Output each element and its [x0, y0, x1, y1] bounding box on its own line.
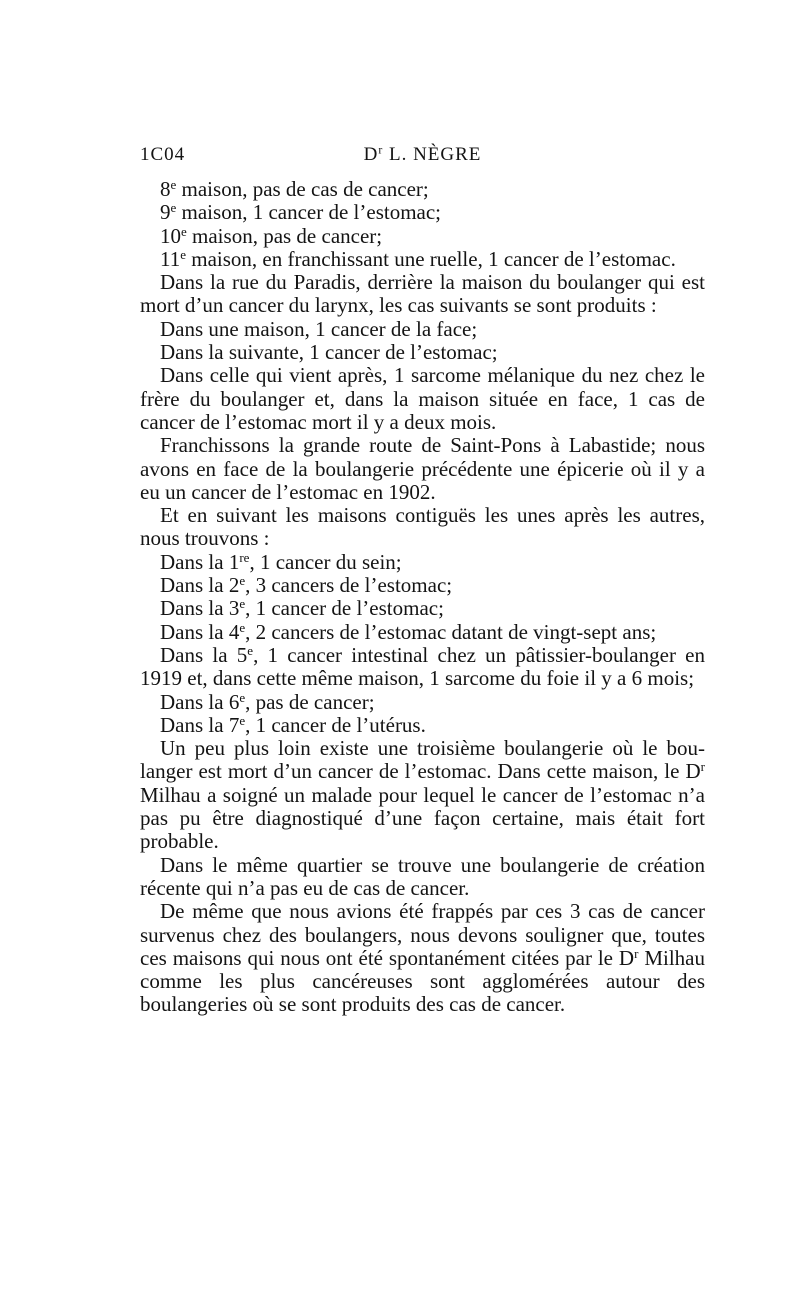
paragraph-text: , 1 cancer de l’utérus.	[245, 712, 426, 737]
body-text	[140, 178, 705, 1017]
superscript-text: e	[170, 176, 177, 192]
superscript-text: e	[239, 572, 246, 588]
paragraph	[140, 900, 705, 1016]
paragraph-text: 11	[160, 246, 181, 271]
paragraph-text: Dans la 6	[160, 689, 240, 714]
superscript-text: re	[239, 549, 250, 565]
paragraph-text: De même que nous avions été frappés par ces 3 cas de cancer survenus chez des boulangers, nous devons souligner que, toutes ces maisons qui nous ont été spontanément citées par le D	[140, 899, 705, 970]
paragraph-text: Dans la 3	[160, 596, 240, 621]
paragraph	[140, 574, 705, 597]
superscript-text: e	[239, 619, 246, 635]
running-title	[140, 144, 705, 166]
paragraph-text: , 2 cancers de l’estomac datant de vingt-sept ans;	[245, 619, 657, 644]
superscript-text: e	[181, 223, 187, 239]
superscript-text: r	[700, 759, 705, 775]
paragraph	[140, 434, 705, 504]
running-head	[140, 140, 705, 174]
paragraph	[140, 318, 705, 341]
paragraph-text: Franchissons la grande route de Saint-Pons à Labastide; nous avons en face de la boulangerie précédente une épicerie où il y a eu un cancer de l’estomac en 1902.	[140, 433, 705, 504]
paragraph-text: maison, 1 cancer de l’estomac;	[176, 200, 442, 225]
paragraph-text: Milhau comme les plus cancéreuses sont agglomérées autour des boulangeries où se sont produits des cas de cancer.	[140, 945, 705, 1017]
paragraph	[140, 225, 705, 248]
paragraph	[140, 854, 705, 901]
superscript-text: e	[180, 246, 187, 262]
paragraph-text: , 1 cancer de l’estomac;	[245, 596, 444, 621]
paragraph	[140, 737, 705, 853]
superscript-text: e	[239, 596, 246, 612]
running-title-prefix: D	[363, 144, 379, 165]
paragraph	[140, 504, 705, 551]
paragraph-text: Dans une maison, 1 cancer de la face;	[160, 316, 478, 341]
paragraph	[140, 248, 705, 271]
paragraph-text: , 1 cancer du sein;	[249, 549, 402, 574]
paragraph-text: Dans la 7	[160, 712, 240, 737]
paragraph-text: , pas de cancer;	[245, 689, 375, 714]
document-page	[140, 140, 705, 1017]
superscript-text: e	[239, 712, 246, 728]
superscript-text: r	[634, 945, 639, 961]
paragraph	[140, 341, 705, 364]
paragraph-text: 9	[160, 200, 171, 225]
paragraph-text: Dans la 5	[160, 642, 248, 667]
superscript-text: e	[170, 200, 177, 216]
paragraph	[140, 271, 705, 318]
superscript-text: e	[247, 642, 254, 658]
paragraph-text: Dans la 2	[160, 573, 240, 598]
paragraph-text: Dans la 4	[160, 619, 240, 644]
paragraph-text: maison, pas de cas de cancer;	[176, 177, 429, 201]
page-number: 1C04	[140, 144, 186, 165]
paragraph-text: Dans le même quartier se trouve une boulangerie de création récente qui n’a pas eu de cas de cancer.	[140, 852, 705, 900]
paragraph-text: , 3 cancers de l’estomac;	[245, 573, 453, 598]
paragraph-text: Dans celle qui vient après, 1 sarcome mélanique du nez chez le frère du boulanger et, dans la maison située en face, 1 cas de cancer de l’estomac mort il y a deux mois.	[140, 363, 705, 434]
paragraph	[140, 364, 705, 434]
paragraph-text: 8	[160, 177, 171, 201]
paragraph	[140, 597, 705, 620]
paragraph-text: Milhau a soigné un malade pour lequel le cancer de l’estomac n’a pas pu être diagnostiqué d’une façon certaine, mais était fort probable.	[140, 782, 705, 854]
paragraph-text: Et en suivant les maisons contiguës les unes après les autres, nous trouvons :	[140, 503, 705, 551]
paragraph-text: Un peu plus loin existe une troisième boulangerie où le boulanger est mort d’un cancer de l’estomac. Dans cette maison, le D	[140, 736, 705, 784]
paragraph	[140, 691, 705, 714]
paragraph-text: maison, en franchissant une ruelle, 1 cancer de l’estomac.	[186, 246, 676, 271]
paragraph-text: Dans la suivante, 1 cancer de l’estomac;	[160, 340, 498, 365]
paragraph	[140, 644, 705, 691]
paragraph-text: maison, pas de cancer;	[186, 223, 383, 248]
paragraph	[140, 621, 705, 644]
paragraph	[140, 178, 705, 201]
running-title-superscript: r	[378, 143, 384, 157]
running-title-name: L. NÈGRE	[383, 144, 482, 165]
paragraph-text: 10	[160, 223, 181, 248]
paragraph	[140, 551, 705, 574]
paragraph	[140, 201, 705, 224]
paragraph-text: , 1 cancer intestinal chez un pâtissier-boulanger en 1919 et, dans cette même maison, 1 sarcome du foie il y a 6 mois;	[140, 642, 705, 691]
superscript-text: e	[239, 689, 246, 705]
paragraph	[140, 714, 705, 737]
paragraph-text: Dans la rue du Paradis, derrière la maison du boulanger qui est mort d’un cancer du larynx, les cas suivants se sont produits :	[140, 270, 705, 318]
paragraph-text: Dans la 1	[160, 549, 240, 574]
